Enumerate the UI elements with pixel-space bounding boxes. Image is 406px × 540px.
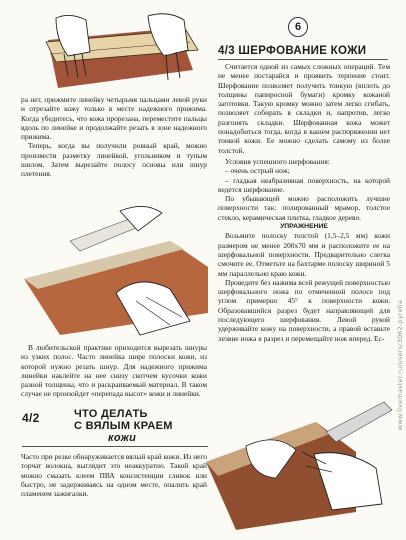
section-title-line2: С ВЯЛЫМ КРАЕМ xyxy=(74,420,173,432)
right-column-text xyxy=(218,62,390,343)
page-number: 6 xyxy=(294,21,302,33)
illustration-knife-strip xyxy=(20,193,210,339)
condition-item: – очень острый нож; xyxy=(225,166,290,176)
page-number-badge xyxy=(288,17,308,37)
illustration-ruler-cutting xyxy=(28,10,208,92)
exercise-title: УПРАЖНЕНИЕ xyxy=(280,223,328,231)
heading-rule xyxy=(22,446,208,447)
section-4-2-heading xyxy=(22,408,210,450)
condition-item: – гладкая неабразивная поверхность, на которой ведется шерфование. xyxy=(218,175,390,194)
paragraph: В любительской практике приходится вырезать шнуры из узких полос. Часто линейка шире полоски кожи, из которой нужно резать шнур. Для надежного прижима линейки наклейте на нее снизу скотчем кусочки кожи разной толщины, что и раскраиваемый материал. В таком случае не произойдет «перепада высот» кожи и линейки. xyxy=(21,343,207,399)
section-title-line1: ЧТО ДЕЛАТЬ xyxy=(74,408,148,420)
left-column-top-text xyxy=(21,95,207,179)
paragraph: Проведите без нажима всей режущей поверхностью шерфовального ножа по отмеченной полосе под углом примерно 45° к поверхности кожи. Образовавшийся разрез будет направляющей для последующего шерфования. Левой рукой удерживайте кожу на поверхности, а правой вставьте лезвие ножа в разрез и перемещайте нож вперед. Ес- xyxy=(218,277,390,343)
paragraph: Теперь, когда вы получили ровный край, можно произвести разметку линейкой, угольником и тупым шилом. Затем вырезайте полосу основы или шнур плетения. xyxy=(21,141,207,179)
paragraph: Считается одной из самых сложных операций. Тем не менее постарайся и проявить терпение стоит. Шерфование позволяет получить тонкую (вплоть до толщины папиросной бумаги) кромку кожаной заготовки. Такую кромку можно затем легко сгибать, позволяет собирать в складки и, напротив, легко разгонять складки. Шерфованная кожа может понадобиться тогда, когда в вашем распоряжении нет тонкой кожи. Ее можно сделать самому из более толстой. xyxy=(218,62,390,155)
illustration-skiving xyxy=(206,392,396,532)
conditions-title: Условия успешного шерфования: xyxy=(225,156,330,166)
paragraph: По убывающей можно расположить лучшие поверхности так: полированный мрамор, толстое стекло, керамическая плитка, гладкое дерево. xyxy=(218,194,390,222)
heading-rule xyxy=(218,59,388,60)
section-title-line3: кожи xyxy=(108,432,137,444)
left-column-lower-text xyxy=(21,343,207,399)
paragraph: ра нет, прижмите линейку четырьмя пальцами левой руки и отрезайте кожу только в месте надежного прижима. Когда убедитесь, что кожа прорезана, переместите пальцы вдоль по линейке и продолжайте резать в зоне надежного прижима. xyxy=(21,95,207,142)
paragraph: Возьмите полоску толстой (1,5–2,5 мм) кожи размером не менее 200х70 мм и расположите ее на шерфовальной поверхности. Предварительно слегка смочите ее. Отметьте на бахтарме полоску шириной 5 мм параллельно краю кожи. xyxy=(218,231,390,278)
section-4-3-heading: 4/3 ШЕРФОВАНИЕ КОЖИ xyxy=(218,45,367,57)
watermark: www.livemaster.ru/users/3062-pyrelia xyxy=(396,300,404,431)
paragraph: Часто при резке обнаруживается вялый край кожи. Из него торчат волокна, выглядит это неаккуратно. Такой край можно смазать клеем ПВА консистенции сливок или быстро, не задерживаясь на одном месте, опалить край пламенем зажигалки. xyxy=(21,452,207,499)
section-number: 4/2 xyxy=(22,411,40,425)
section-4-2-text xyxy=(21,452,207,498)
